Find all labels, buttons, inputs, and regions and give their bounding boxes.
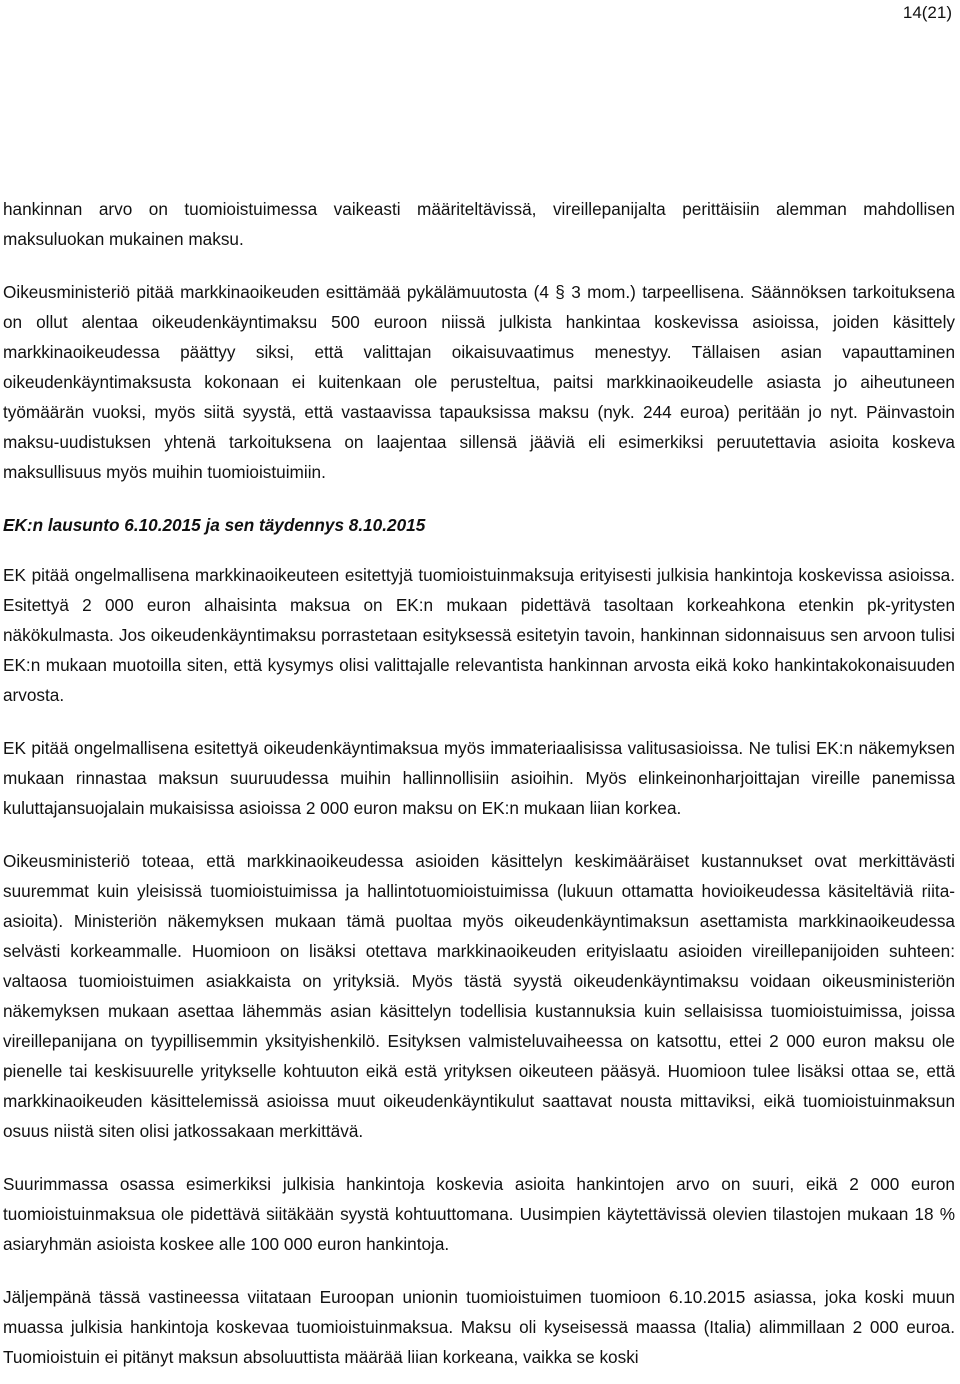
document-body	[3, 194, 955, 1372]
paragraph-hankintojen-arvo: Suurimmassa osassa esimerkiksi julkisia hankintoja koskevia asioita hankintojen arvo on suuri, eikä 2 000 euron tuomioistuinmaksua ole pidettävä siitäkään syystä kohtuuttomana. Uusimpien käytettävissä olevien tilastojen mukaan 18 % asiaryhmän asioista koskee alle 100 000 euron hankintoja.	[3, 1174, 955, 1254]
paragraph-oikeusministerio-kustannukset: Oikeusministeriö toteaa, että markkinaoikeudessa asioiden käsittelyn keskimääräiset kustannukset ovat merkittävästi suuremmat kuin yleisissä tuomioistuimissa ja hallintotuomioistuimissa (lukuun ottamatta hovioikeudessa käsiteltäviä riita-asioita). Ministeriön näkemyksen mukaan tämä puoltaa myös oikeudenkäyntimaksun asettamista markkinaoikeudessa selvästi korkeammalle. Huomioon on lisäksi otettava markkinaoikeuden erityislaatu asioiden vireillepanijoiden suhteen: valtaosa tuomioistuimen asiakkaista on yrityksiä. Myös tästä syystä oikeudenkäyntimaksu voidaan oikeusministeriön näkemyksen mukaan asettaa lähemmäs asian käsittelyn todellisia kustannuksia kuin sellaisissa tuomioistuimissa, joissa vireillepanijana on tyypillisemmin yksityishenkilö. Esityksen valmisteluvaiheessa on katsottu, ettei 2 000 euron maksu ole pienelle tai keskisuurelle yritykselle kohtuuton eikä estä yrityksen oikeuteen pääsyä. Huomioon tulee lisäksi ottaa se, että markkinaoikeuden käsittelemissä asioissa muut oikeudenkäyntikulut saattavat nousta mittaviksi, eikä tuomioistuinmaksun osuus niistä siten olisi jatkossakaan merkittävä.	[3, 851, 955, 1141]
page-number: 14(21)	[902, 3, 952, 22]
paragraph-eu-tuomioistuin: Jäljempänä tässä vastineessa viitataan Euroopan unionin tuomioistuimen tuomioon 6.10.2015 asiassa, joka koski muun muassa julkisia hankintoja koskevaa tuomioistuinmaksua. Maksu oli kyseisessä maassa (Italia) alimmillaan 2 000 euroa. Tuomioistuin ei pitänyt maksun absoluuttista määrää liian korkeana, vaikka se koski	[3, 1287, 955, 1367]
paragraph-oikeusministerio-pykalamuutos: Oikeusministeriö pitää markkinaoikeuden esittämää pykälämuutosta (4 § 3 mom.) tarpeellisena. Säännöksen tarkoituksena on ollut alentaa oikeudenkäyntimaksu 500 euroon niissä julkista hankintaa koskevissa asioissa, joiden käsittely markkinaoikeudessa päättyy siksi, että valittajan oikaisuvaatimus menestyy. Tällaisen asian vapauttaminen oikeudenkäyntimaksusta kokonaan ei kuitenkaan ole perusteltua, paitsi markkinaoikeudelle asiasta jo aiheutuneen työmäärän vuoksi, myös siitä syystä, että vastaavissa tapauksissa maksu (nyk. 244 euroa) peritään jo nyt. Päinvastoin maksu-uudistuksen yhtenä tarkoituksena on laajentaa sillensä jääviä eli esimerkiksi peruutettavia asioita koskeva maksullisuus myös muihin tuomioistuimiin.	[3, 282, 955, 482]
paragraph-hankinnan-arvo: hankinnan arvo on tuomioistuimessa vaikeasti määriteltävissä, vireillepanijalta perittäisiin alemman mahdollisen maksuluokan mukainen maksu.	[3, 199, 955, 249]
paragraph-ek-immateriaaliasiat: EK pitää ongelmallisena esitettyä oikeudenkäyntimaksua myös immateriaalisissa valitusasioissa. Ne tulisi EK:n näkemyksen mukaan rinnastaa maksun suuruudessa muihin hallinnollisiin asioihin. Myös elinkeinonharjoittajan vireille panemissa kuluttajansuojalain mukaisissa asioissa 2 000 euron maksu on EK:n mukaan liian korkea.	[3, 738, 955, 818]
section-heading-ek-lausunto: EK:n lausunto 6.10.2015 ja sen täydennys 8.10.2015	[3, 515, 426, 535]
paragraph-ek-tuomioistuinmaksut: EK pitää ongelmallisena markkinaoikeuteen esitettyjä tuomioistuinmaksuja erityisesti julkisia hankintoja koskevissa asioissa. Esitettyä 2 000 euron alhaisinta maksua on EK:n mukaan pidettävä tasoltaan korkeahkona etenkin pk-yritysten näkökulmasta. Jos oikeudenkäyntimaksu porrastetaan esityksessä esitetyin tavoin, hankinnan sidonnaisuus sen arvoon tulisi EK:n mukaan muotoilla siten, että kysymys olisi valittajalle relevantista hankinnan arvosta eikä koko hankintakokonaisuuden arvosta.	[3, 565, 955, 705]
